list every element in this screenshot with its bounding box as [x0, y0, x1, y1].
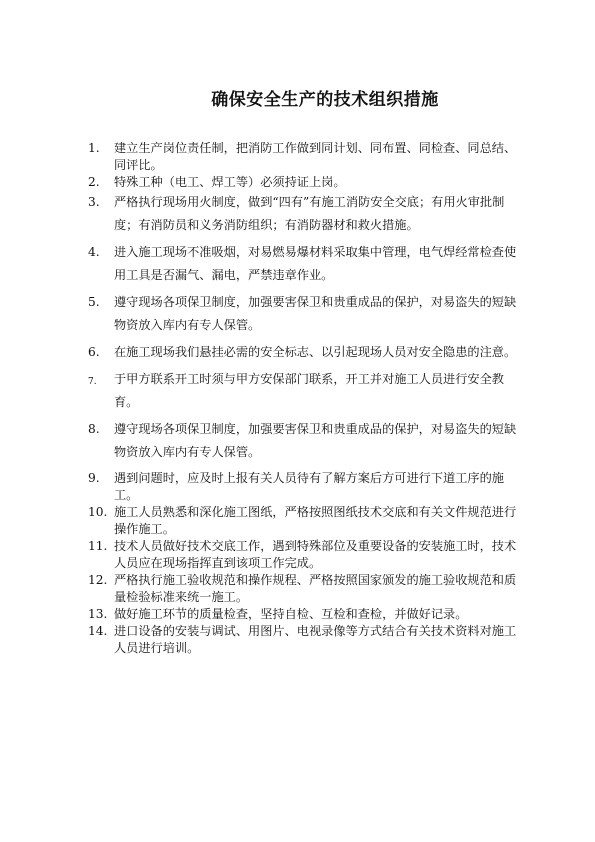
list-item — [88, 291, 518, 337]
list-item — [88, 504, 518, 538]
item-text: 严格执行施工验收规范和操作规程、严格按照国家颁发的施工验收规范和质量检验标准来统一施工。 — [114, 573, 517, 604]
list-item — [88, 470, 518, 504]
item-number: 14. — [88, 624, 108, 638]
item-text: 遵守现场各项保卫制度，加强要害保卫和贵重成品的保护，对易盗失的短缺物资放入库内有专人保管。 — [114, 422, 517, 459]
item-number: 7. — [88, 377, 97, 387]
item-text: 严格执行现场用火制度，做到“四有”有施工消防安全交底；有用火审批制度；有消防员和义务消防组织；有消防器材和救火措施。 — [114, 195, 505, 232]
item-text: 技术人员做好技术交底工作，遇到特殊部位及重要设备的安装施工时，技术人员应在现场指挥直到该项工作完成。 — [114, 539, 517, 570]
list-item — [88, 341, 518, 364]
list-item — [88, 418, 518, 464]
item-number: 6. — [88, 345, 100, 359]
list-item — [88, 174, 518, 191]
item-text: 遵守现场各项保卫制度，加强要害保卫和贵重成品的保护，对易盗失的短缺物资放入库内有专人保管。 — [114, 295, 517, 332]
item-number: 1. — [88, 141, 100, 155]
list-item — [88, 241, 518, 287]
item-text: 特殊工种（电工、焊工等）必须持证上岗。 — [114, 175, 346, 189]
list-item — [88, 140, 518, 174]
item-number: 5. — [88, 295, 100, 309]
item-number: 11. — [88, 539, 108, 553]
item-text: 于甲方联系开工时须与甲方安保部门联系，开工并对施工人员进行安全教育。 — [114, 372, 504, 409]
item-text: 做好施工环节的质量检查，坚持自检、互检和查检，并做好记录。 — [114, 607, 468, 621]
item-text: 在施工现场我们悬挂必需的安全标志、以引起现场人员对安全隐患的注意。 — [114, 345, 517, 359]
list-item — [88, 623, 518, 657]
document-title: 确保安全生产的技术组织措施 — [211, 90, 439, 110]
item-number: 8. — [88, 422, 100, 436]
list-item — [88, 191, 518, 237]
item-number: 13. — [88, 607, 108, 621]
list-item — [88, 572, 518, 606]
item-number: 2. — [88, 175, 100, 189]
item-text: 进入施工现场不准吸烟，对易燃易爆材料采取集中管理，电气焊经常检查使用工具是否漏气、漏电，严禁违章作业。 — [114, 245, 517, 282]
list-item — [88, 368, 518, 414]
item-number: 4. — [88, 245, 100, 259]
list-item — [88, 606, 518, 623]
list-item — [88, 538, 518, 572]
measures-list — [88, 140, 518, 657]
item-number: 12. — [88, 573, 108, 587]
item-text: 进口设备的安装与调试、用图片、电视录像等方式结合有关技术资料对施工人员进行培训。 — [114, 624, 517, 655]
item-number: 10. — [88, 505, 108, 519]
item-text: 遇到问题时，应及时上报有关人员待有了解方案后方可进行下道工序的施工。 — [114, 471, 504, 502]
item-text: 施工人员熟悉和深化施工图纸，严格按照图纸技术交底和有关文件规范进行操作施工。 — [114, 505, 517, 536]
item-number: 3. — [88, 195, 100, 209]
item-text: 建立生产岗位责任制，把消防工作做到同计划、同布置、同检查、同总结、同评比。 — [114, 141, 517, 172]
item-number: 9. — [88, 471, 100, 485]
